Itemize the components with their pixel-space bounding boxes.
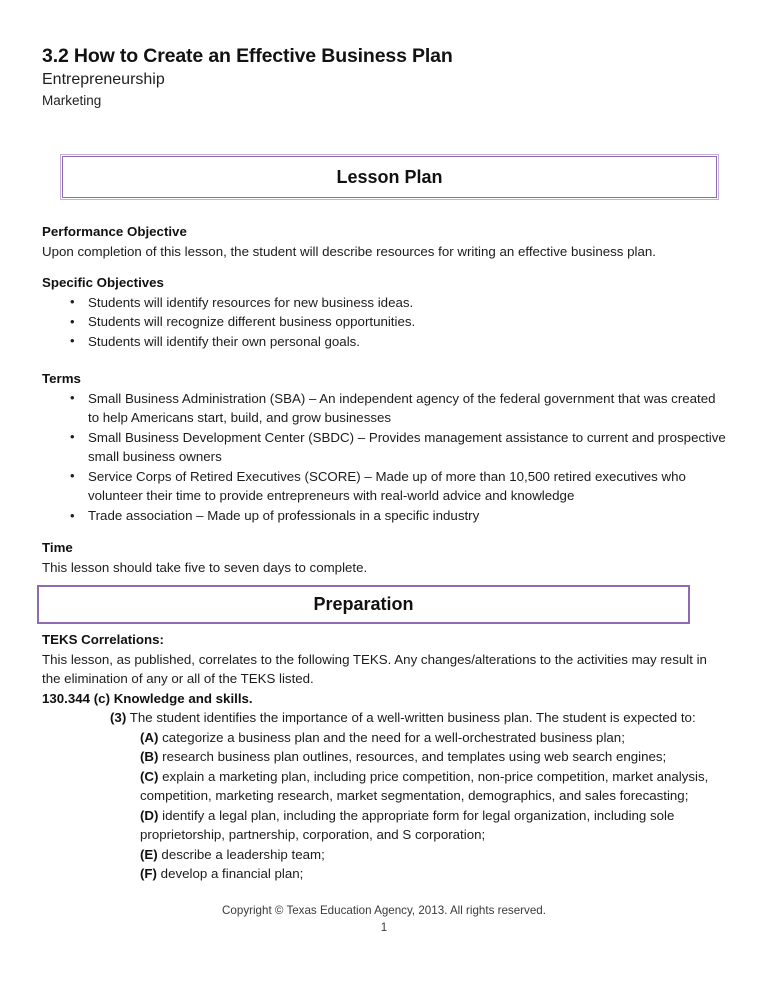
- teks-subitem-b: [42, 747, 728, 767]
- section-banner-lesson-plan: [62, 156, 717, 198]
- teks-correlations-section: [42, 630, 728, 884]
- performance-objective-section: [42, 222, 728, 261]
- document-header: [42, 44, 726, 111]
- teks-standard-code: 130.344 (c) Knowledge and skills.: [42, 690, 253, 706]
- course-subtitle: Entrepreneurship: [42, 71, 165, 88]
- teks-subitem-f: [42, 864, 728, 884]
- performance-objective-heading: Performance Objective: [42, 224, 187, 239]
- teks-item-text: The student identifies the importance of a well-written business plan. The student is expected to:: [126, 710, 696, 725]
- teks-subitem-text: research business plan outlines, resources, and templates using web search engines;: [158, 749, 667, 764]
- copyright-notice: Copyright © Texas Education Agency, 2013. All rights reserved.: [222, 904, 546, 917]
- teks-subitem-tag: (D): [140, 807, 159, 823]
- teks-subitem-text: identify a legal plan, including the appropriate form for legal organization, including sole proprietorship, partnership, corporation, and S corporation;: [140, 807, 675, 842]
- teks-subitem-tag: (B): [140, 749, 159, 764]
- specific-objectives-section: [42, 273, 728, 351]
- list-item: • Trade association – Made up of professionals in a specific industry: [42, 506, 728, 526]
- teks-item-tag: (3): [110, 710, 127, 725]
- section-banner-label: Lesson Plan: [336, 166, 443, 187]
- teks-subitem-tag: (C): [140, 768, 159, 784]
- teks-heading: TEKS Correlations:: [42, 632, 164, 647]
- teks-subitem-tag: (F): [140, 866, 157, 881]
- time-section: [42, 538, 728, 577]
- page-footer: [0, 902, 768, 936]
- section-banner-label: Preparation: [313, 594, 414, 614]
- list-item: • Service Corps of Retired Executives (SCORE) – Made up of more than 10,500 retired executives who volunteer their time to provide entrepreneurs with real-world advice and knowledge: [42, 467, 728, 506]
- terms-section: [42, 369, 728, 526]
- teks-subitem-tag: (E): [140, 846, 158, 862]
- teks-subitem-e: [42, 845, 728, 865]
- terms-list: [42, 389, 728, 526]
- page-title: 3.2 How to Create an Effective Business Plan: [42, 45, 453, 67]
- list-item: • Students will recognize different business opportunities.: [42, 312, 728, 332]
- performance-objective-text: Upon completion of this lesson, the student will describe resources for writing an effective business plan.: [42, 243, 656, 259]
- specific-objectives-list: [42, 293, 728, 352]
- list-item: • Students will identify resources for new business ideas.: [42, 293, 728, 313]
- section-banner-preparation: [37, 585, 690, 624]
- teks-subitem-text: explain a marketing plan, including price competition, non-price competition, market analysis, competition, marketing research, market segmentation, demographics, and sales forecasting;: [140, 768, 709, 803]
- specific-objectives-heading: Specific Objectives: [42, 275, 164, 290]
- page-number: 1: [380, 921, 388, 934]
- terms-heading: Terms: [42, 371, 81, 386]
- teks-intro-text: This lesson, as published, correlates to the following TEKS. Any changes/alterations to the activities may result in the elimination of any or all of the TEKS listed.: [42, 651, 707, 686]
- list-item: • Students will identify their own personal goals.: [42, 332, 728, 352]
- teks-subitem-text: describe a leadership team;: [157, 846, 325, 862]
- teks-subitem-d: [42, 806, 728, 845]
- teks-subitem-text: categorize a business plan and the need for a well-orchestrated business plan;: [158, 729, 625, 745]
- list-item: • Small Business Administration (SBA) – An independent agency of the federal government that was created to help Americans start, build, and grow businesses: [42, 389, 728, 428]
- list-item: • Small Business Development Center (SBDC) – Provides management assistance to current and prospective small business owners: [42, 428, 728, 467]
- time-text: This lesson should take five to seven days to complete.: [42, 559, 368, 575]
- teks-subitem-a: [42, 728, 728, 748]
- time-heading: Time: [42, 540, 73, 555]
- teks-subitem-tag: (A): [140, 729, 159, 745]
- teks-subitem-c: [42, 767, 728, 806]
- teks-subitem-text: develop a financial plan;: [156, 866, 304, 881]
- teks-item-3: [42, 708, 728, 728]
- course-cluster: Marketing: [42, 93, 102, 108]
